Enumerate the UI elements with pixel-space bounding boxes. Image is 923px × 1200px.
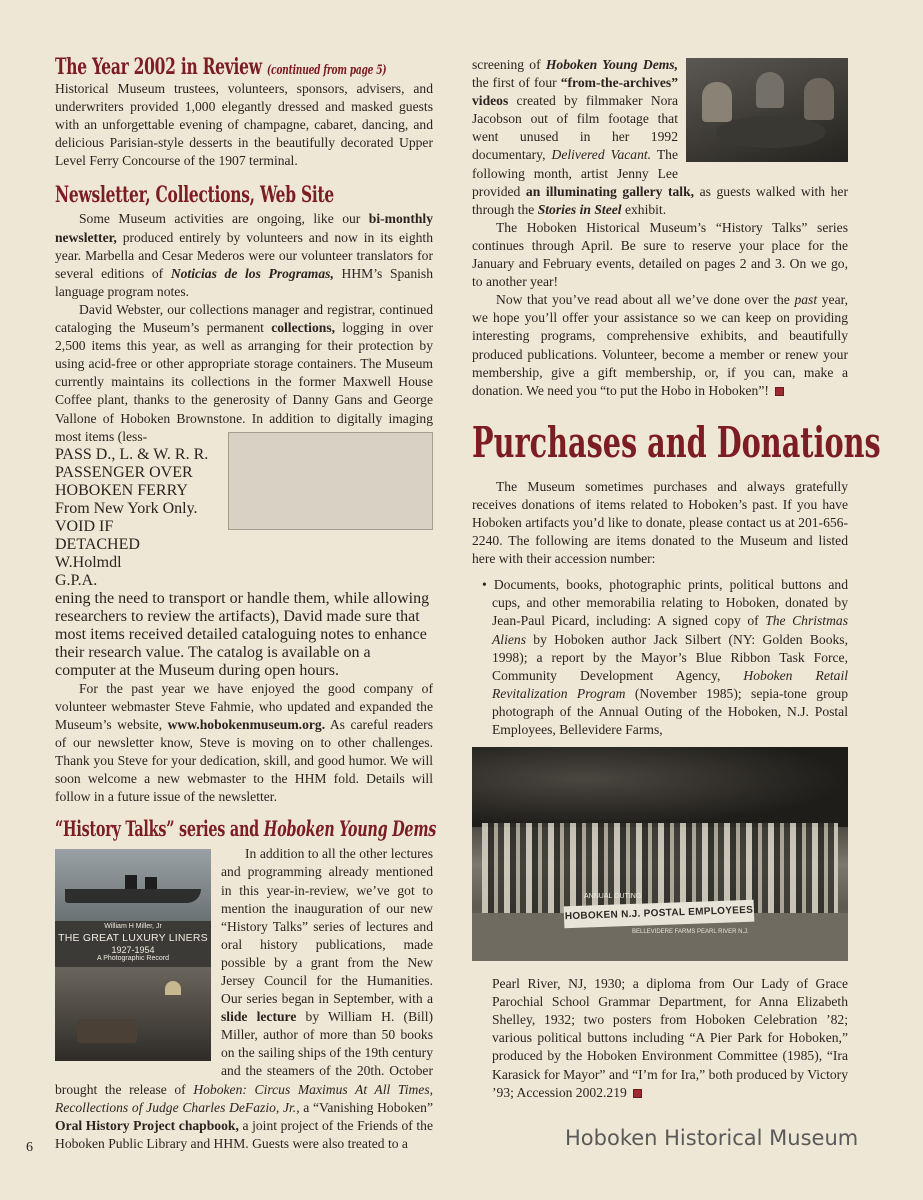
end-mark-icon <box>775 387 784 396</box>
collections-paragraph: David Webster, our collections manager and registrar, continued cataloging the Museum’s permanent collections, logging in over 2,500 items this year, as well as arranging for their protection by using acid-free or other appropriate storage containers. The Museum currently maintains its collections in the former Maxwell House Coffee plant, thanks to the generosity of Danny Gans and George Vallone of Hoboken Brownstone. In addition to digitally imaging most items (less- <box>55 301 433 446</box>
signature: W.Holmdl <box>55 553 122 571</box>
history-talks-heading: “History Talks” series and Hoboken Young Dems <box>55 816 437 842</box>
screening-paragraph: screening of Hoboken Young Dems, the first of four “from-the-archives” videos created by filmmaker Nora Jacobson out of film footage that went unused in her 1992 documentary, Delivered Vacant. The following month, artist Jenny Lee provided an illuminating gallery talk, as guests walked with her through the Stories in Steel exhibit. <box>472 57 848 217</box>
photo-banner: HOBOKEN N.J. POSTAL EMPLOYEES <box>564 900 755 929</box>
history-talks-paragraph: In addition to all the other lectures and programming already mentioned in this year-in-review, we’ve got to mention the inauguration of our new “History Talks” series of lectures and oral history publications, made possible by a grant from the New Jersey Council for the Humanities. Our series began in September, with a slide lecture by William H. (Bill) Miller, author of more than 50 books on the sailing ships of the 19th century and the steamers of the 20th. October brought the release of Hoboken: Circus Maximus At All Times, Recollections of Judge Charles DeFazio, Jr., a “Vanishing Hoboken” Oral History Project chapbook, a joint project of the Friends of the Hoboken Public Library and HHM. Guests were also treated to a <box>55 846 434 1151</box>
donations-intro-paragraph: The Museum sometimes purchases and always gratefully receives donations of items related to Hoboken’s past. If you have Hoboken artifacts you’d like to donate, please contact us at 201-656-2240. The following are items donated to the Museum and listed here with their accession number: <box>472 478 848 567</box>
postal-employees-photo: ANNUAL OUTING HOBOKEN N.J. POSTAL EMPLOYEES BELLEVIDERE FARMS PEARL RIVER N.J. <box>472 747 848 961</box>
year-review-heading: The Year 2002 in Review (continued from page 5) <box>55 54 387 80</box>
book-cover-image: William H Miller, Jr THE GREAT LUXURY LINERS 1927-1954 A Photographic Record <box>55 849 211 1061</box>
end-mark-icon <box>633 1089 642 1098</box>
series-paragraph: The Hoboken Historical Museum’s “History Talks” series continues through April. Be sure to reserve your place for the January and February events, detailed on pages 2 and 3. On we go, to another year! <box>472 219 848 290</box>
watermark: Hoboken Historical Museum <box>565 1126 859 1150</box>
donation-list-continuation: Pearl River, NJ, 1930; a diploma from Our Lady of Grace Parochial School Grammar Department, for Anna Elizabeth Shelley, 1932; two posters from Hoboken Celebration ’82; various political buttons including “A Pier Park for Hoboken,” produced by the Hoboken Environment Committee (1985), “Ira Karasick for Mayor” and “I’m for Ira,” both produced by Victory ’93; Accession 2002.219 <box>492 976 848 1100</box>
left-column: The Year 2002 in Review (continued from page 5) Historical Museum trustees, volunteers, sponsors, advisers, and underwriters provided 1,000 elegantly dressed and masked guests with an unforgettable evening of champagne, cabaret, dancing, and delicious Parisian-style desserts in the beautifully decorated Upper Level Ferry Concourse of the 1907 terminal. Newsletter, Collections, Web Site Some Museum activities are ongoing, like our bi-monthly newsletter, produced entirely by volunteers and now in its eighth year. Marbella and Cesar Mederos were our volunteer translators for several editions of Noticias de los Programas, HHM’s Spanish language program notes. David Webster, our collections manager and registrar, continued cataloging the Museum’s permanent collections, logging in over 2,500 items this year, as well as arranging for their protection by using acid-free or other appropriate storage containers. The Museum currently maintains its collections in the former Maxwell House Coffee plant, thanks to the generosity of Danny Gans and George Vallone of Hoboken Brownstone. In addition to digitally imaging most items (less- PASS D., L. & W. R. R. PASSENGER OVER HOBOKEN FERRY From New York Only. VOID IF DETACHED W.Holmdl G.P.A. ening the need to transport or handle them, while allowing researchers to review the artifacts), David made sure that most items received detailed cataloguing notes to enhance their research value. The catalog is available on a computer at the Museum during open hours. For the past year we have enjoyed the good company of volunteer webmaster Steve Fahmie, who updated and expanded the Museum’s website, www.hobokenmuseum.org. As careful readers of our newsletter know, Steve is moving on to other challenges. Thank you Steve for your dedication, skill, and good humor. We will soon welcome a new webmaster to the HHM fold. Details will follow in a future issue of the newsletter. “History Talks” series and Hoboken Young Dems William H Miller, Jr THE GREAT LUXURY LINERS 1927-1954 A Photographic Record In addition to all the other lectures and programming already mentioned in this year-in-review, we’ve got to mention the inauguration of our new “History Talks” series of lectures and oral history publications, made possible by a grant from the New Jersey Council for the Humanities. Our series began in September, with a slide lecture by William H. (Bill) Miller, author of more than 50 books on the sailing ships of the 19th century and the steamers of the 20th. October brought the release of Hoboken: Circus Maximus At All Times, Recollections of Judge Charles DeFazio, Jr., a “Vanishing Hoboken” Oral History Project chapbook, a joint project of the Friends of the Hoboken Public Library and HHM. Guests were also treated to a <box>55 56 433 1153</box>
donation-list-item: • Documents, books, photographic prints, political buttons and cups, and other memorabilia relating to Hoboken, donated by Jean-Paul Picard, including: A signed copy of The Christmas Aliens by Hoboken author Jack Silbert (NY: Golden Books, 1998); a report by the Mayor’s Blue Ribbon Task Force, Community Development Agency, Hoboken Retail Revitalization Program (November 1985); sepia-tone group photograph of the Annual Outing of the Hoboken, N.J. Postal Employees, Bellevidere Farms, <box>482 577 848 737</box>
appeal-paragraph: Now that you’ve read about all we’ve done over the past year, we hope you’ll offer your assistance so we can keep on providing interesting programs, comprehensive exhibits, and beautifully produced publications. Volunteer, become a member or renew your membership, give a gift membership, or, if you can, make a donation. We need you “to put the Hobo in Hoboken”! <box>472 292 848 398</box>
page-number: 6 <box>26 1140 33 1155</box>
webmaster-paragraph: For the past year we have enjoyed the good company of volunteer webmaster Steve Fahmie, who updated and expanded the Museum’s website, www.hobokenmuseum.org. As careful readers of our newsletter know, Steve is moving on to other challenges. Thank you Steve for your dedication, skill, and good humor. We will soon welcome a new webmaster to the HHM fold. Details will follow in a future issue of the newsletter. <box>55 680 433 805</box>
collections-text-b: ening the need to transport or handle them, while allowing researchers to review the artifacts), David made sure that most items received detailed cataloguing notes to enhance their research value. The catalog is available on a computer at the Museum during open hours. <box>55 589 430 679</box>
year-review-paragraph: Historical Museum trustees, volunteers, sponsors, advisers, and underwriters provided 1,000 elegantly dressed and masked guests with an unforgettable evening of champagne, cabaret, dancing, and delicious Parisian-style desserts in the beautifully decorated Upper Level Ferry Concourse of the 1907 terminal. <box>55 81 433 169</box>
right-column <box>472 56 881 1102</box>
purchases-heading: Purchases and Donations <box>472 417 881 467</box>
continued-note: (continued from page 5) <box>266 63 387 78</box>
collections-text-a: logging in over 2,500 items this year, as well as arranging for their protection by using acid-free or other appropriate storage containers. The Museum currently maintains its collections in the former Maxwell House Coffee plant, thanks to the generosity of Danny Gans and George Vallone of Hoboken Brownstone. In addition to digitally imaging most items (less- <box>55 320 433 444</box>
video-still-image <box>686 58 848 162</box>
ship-icon <box>65 889 201 903</box>
ferry-ticket-image <box>228 432 433 530</box>
newsletter-paragraph: Some Museum activities are ongoing, like our bi-monthly newsletter, produced entirely by volunteers and now in its eighth year. Marbella and Cesar Mederos were our volunteer translators for several editions of Noticias de los Programas, HHM’s Spanish language program notes. <box>55 211 433 299</box>
newsletter-heading: Newsletter, Collections, Web Site <box>55 182 334 209</box>
